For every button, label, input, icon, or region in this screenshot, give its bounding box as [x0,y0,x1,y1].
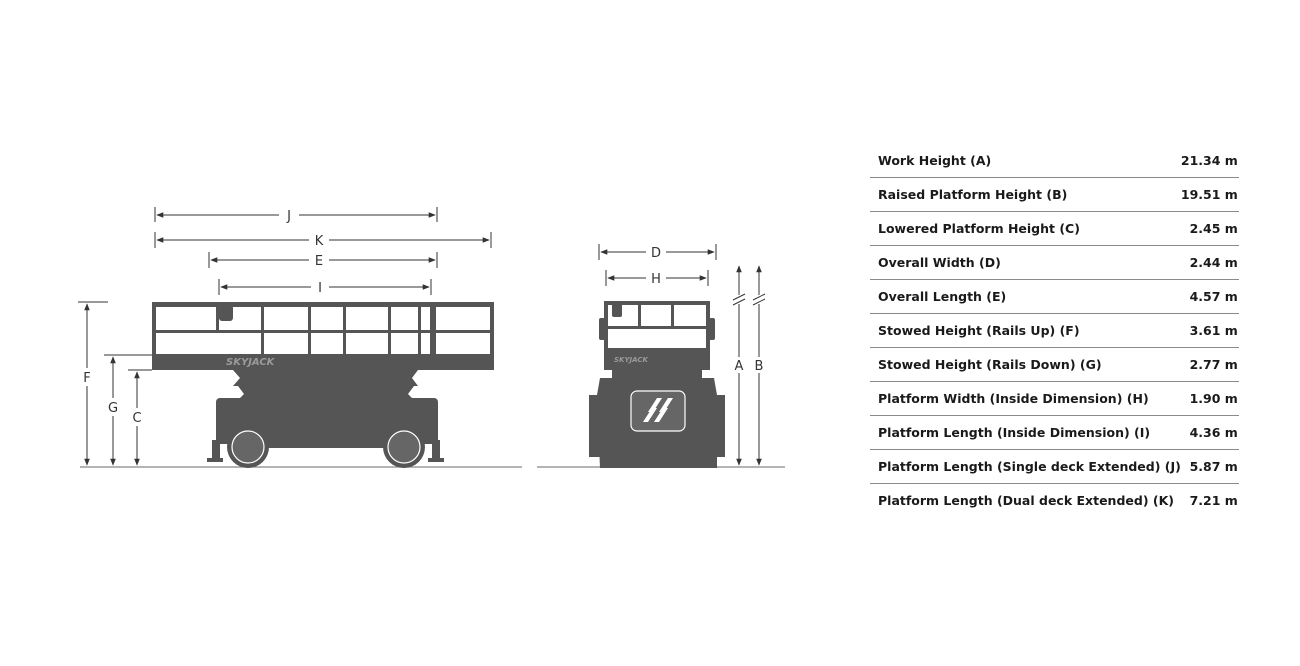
spec-value: 4.36 m [1181,416,1239,450]
spec-row [870,450,1239,484]
label-e: E [314,254,324,269]
side-machine-silhouette [152,302,494,468]
label-c: C [132,411,142,426]
spec-row [870,484,1239,518]
dimension-j [155,207,437,224]
rear-machine-silhouette [589,301,725,468]
spec-value: 4.57 m [1181,280,1239,314]
spec-value: 19.51 m [1181,178,1239,212]
label-f: F [83,371,91,386]
spec-row [870,212,1239,246]
spec-value: 7.21 m [1189,493,1238,508]
spec-value: 3.61 m [1181,314,1239,348]
spec-value: 2.77 m [1181,348,1239,382]
label-k: K [314,234,324,249]
spec-row [870,348,1239,382]
spec-row [870,178,1239,212]
dimension-c [128,370,152,465]
spec-label: Work Height (A) [870,144,1181,178]
spec-label: Overall Length (E) [870,280,1181,314]
dimension-g [104,355,152,465]
spec-label: Stowed Height (Rails Up) (F) [870,314,1181,348]
spec-label: Platform Length (Single deck Extended) (J) [870,450,1181,484]
label-b: B [754,359,764,374]
spec-row [870,416,1239,450]
dimension-e [209,252,437,269]
label-i: I [318,281,322,296]
label-g: G [107,401,119,416]
dimension-b [753,266,765,465]
rear-brand-logo: SKYJACK [614,356,648,364]
spec-value: 5.87 m [1181,450,1239,484]
spec-label: Platform Width (Inside Dimension) (H) [870,382,1181,416]
spec-row [870,314,1239,348]
spec-label: Raised Platform Height (B) [870,178,1181,212]
spec-row [870,144,1239,178]
spec-value: 21.34 m [1181,144,1239,178]
dimension-h [606,270,708,287]
spec-value: 2.44 m [1181,246,1239,280]
spec-value: 1.90 m [1181,382,1239,416]
spec-value: 2.45 m [1181,212,1239,246]
spec-row [870,382,1239,416]
side-view [78,207,522,468]
spec-label: Platform Length (Inside Dimension) (I) [870,416,1181,450]
dimension-a [733,266,745,465]
dimension-i [219,279,431,296]
label-j: J [287,209,291,224]
spec-label: Platform Length (Dual deck Extended) (K) [878,493,1175,508]
spec-label: Overall Width (D) [870,246,1181,280]
label-a: A [734,359,744,374]
side-brand-logo: SKYJACK [226,357,275,368]
spec-label: Stowed Height (Rails Down) (G) [870,348,1181,382]
spec-label: Lowered Platform Height (C) [870,212,1181,246]
dimension-f [78,302,108,465]
label-h: H [651,272,661,287]
rear-view [537,244,785,468]
dimension-k [155,232,491,249]
label-d: D [650,246,662,261]
spec-row [870,246,1239,280]
dimension-d [599,244,716,261]
spec-row [870,280,1239,314]
specifications-table [870,144,1239,517]
